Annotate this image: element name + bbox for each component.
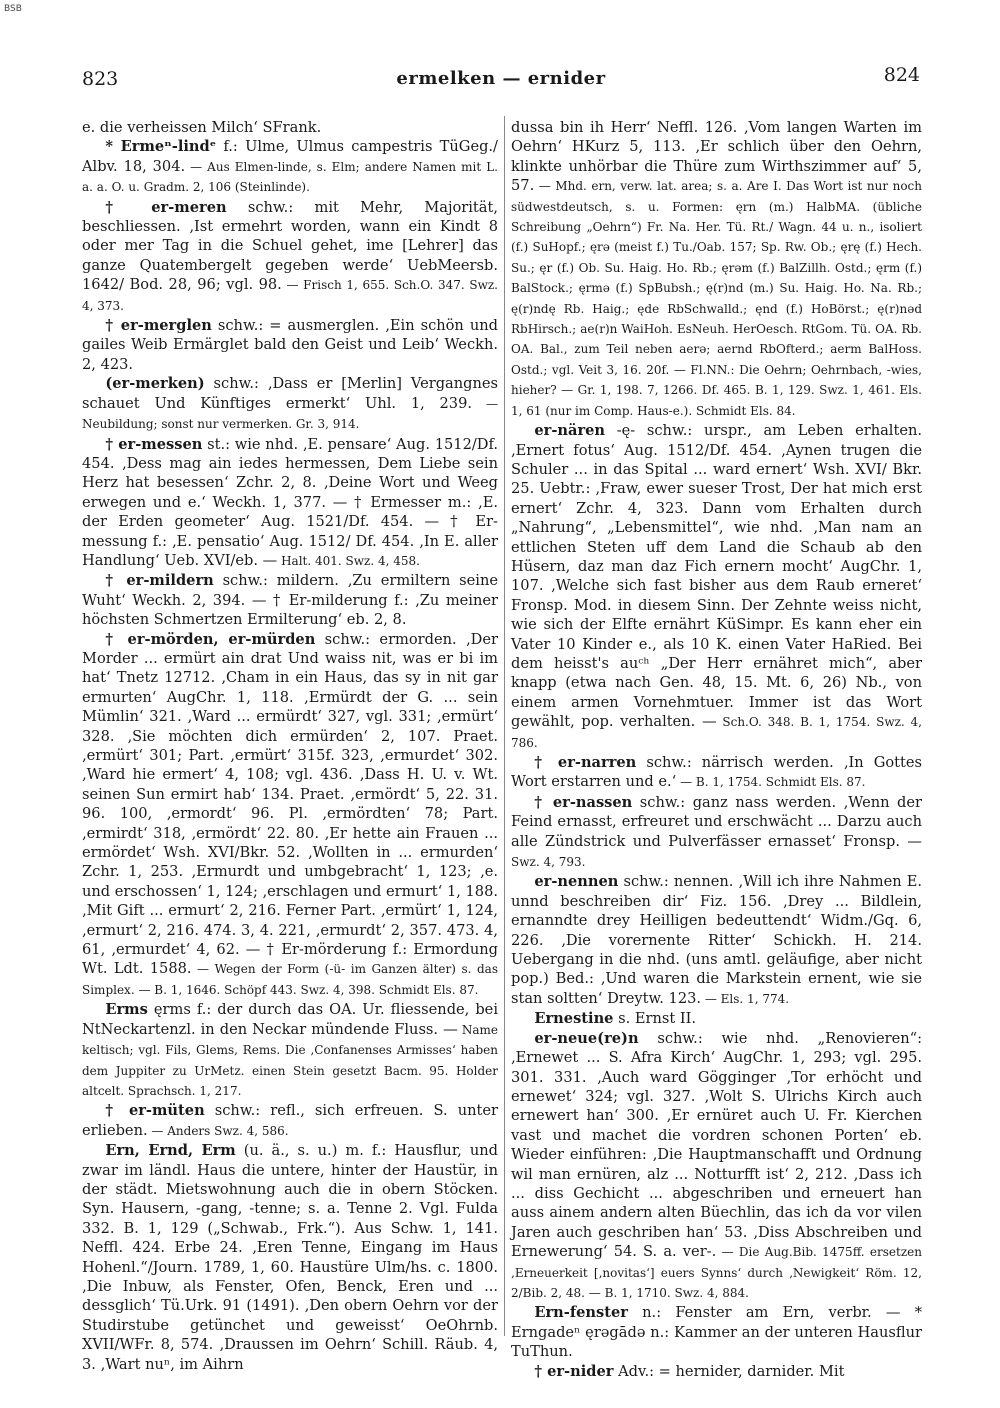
dictionary-entry — [511, 793, 922, 873]
entry-references: Name keltisch; vgl. Fils, Glems, Rems. Die ‚Confanenses Armisses‘ haben dem Juppiter zu UrMetz. einen Stein gesetzt Bacm. 95. Holder altcelt. Sprachsch. 1, 217. — [82, 1022, 498, 1098]
entry-text: n.: Fenster am Ern, verbr. — * Erngadeⁿ ęrəgādə n.: Kammer an der unteren Hausflur TuThun. — [511, 1304, 922, 1361]
dictionary-entry — [511, 118, 922, 421]
entry-text: ęrms f.: der durch das OA. Ur. fliessende, bei NtNeckartenzl. in den Neckar mündende Fluss. — — [82, 1001, 498, 1038]
entry-references: Swz. 4, 793. — [511, 855, 586, 870]
entry-text: s. Ernst II. — [613, 1010, 697, 1028]
page-header — [82, 64, 920, 94]
entry-references: — B. 1, 1754. Schmidt Els. 87. — [676, 775, 866, 790]
dictionary-entry — [511, 753, 922, 793]
dictionary-entry — [82, 137, 498, 197]
entry-text: schw.: närrisch werden. ‚In Gottes Wort erstarren und e.‘ — [511, 754, 922, 791]
entry-references: — Wegen der Form (-ü- im Ganzen älter) s. das Simplex. — B. 1, 1646. Schöpf 443. Swz. 4, 398. Schmidt Els. 87. — [82, 962, 498, 997]
entry-headword: Ern, Ernd, Erm — [105, 1142, 236, 1160]
library-watermark: BSB — [4, 4, 22, 14]
entry-headword: † er-merglen — [105, 317, 212, 335]
dictionary-entry — [82, 630, 498, 1001]
entry-references: — Frisch 1, 655. Sch.O. 347. Swz. 4, 373. — [82, 278, 498, 313]
dictionary-entry — [82, 316, 498, 374]
left-column — [82, 118, 499, 1373]
dictionary-entry — [511, 421, 922, 753]
dictionary-entry — [82, 1141, 498, 1374]
dictionary-entry — [82, 198, 498, 316]
entry-text: schw.: nennen. ‚Will ich ihre Nahmen E. unnd beschreiben dir‘ Fiz. 156. ‚Drey ... Bildlein, ernanndte drey Heilligen bedeuttendt‘ Widm./Gq. 6, 226. ‚Die vorernente Ritter‘ Schickh. H. 214. Uebergang in die nhd. (uns amtl. geläufige, aber nicht pop.) Bed.: ‚Und waren die Markstein ernent, wie sie stan soltten‘ Dreytw. 123. — [511, 873, 922, 1007]
entry-text: schw.: mildern. ‚Zu ermiltern seine Wuht‘ Weckh. 2, 394. — † Er-milderung f.: ‚Zu meiner höchsten Schmertzen Ermilterung‘ eb. 2, 8. — [82, 572, 498, 629]
dictionary-entry — [511, 1362, 922, 1381]
entry-references: — Aus Elmen-linde, s. Elm; andere Namen mit L. a. a. O. u. Gradm. 2, 106 (Steinlinde). — [82, 159, 498, 195]
entry-text: schw.: ganz nass werden. ‚Wenn der Feind ernasst, erfreuret und erschwächt ... Darzu auch alle Zündstrick und Pulverfässer ernasset‘ Fronsp. — — [511, 793, 922, 850]
entry-text: Adv.: = hernider, darnider. Mit — [613, 1362, 845, 1380]
dictionary-entry — [511, 872, 922, 1009]
entry-headword: † er-nider — [534, 1362, 614, 1380]
dictionary-entry — [82, 1000, 498, 1101]
entry-text: dussa bin ih Herr‘ Neffl. 126. ‚Vom langen Warten im Oehrn‘ HKurz 5, 113. ‚Er schlich über den Oehrn, klinkte unhörbar die Thüre zum Wirthszimmer auf‘ 5, 57. — [511, 119, 922, 195]
entry-text: schw.: wie nhd. „Renovieren“: ‚Ernewet ... S. Afra Kirch‘ AugChr. 1, 293; vgl. 295. 301. 331. ‚Auch ward Gögginger ‚Tor erhöcht und ernewet‘ 324; vgl. 327. ‚Wolt S. Ulrichs Kirch auch ernewert han‘ 300. ‚Er ernüret auch U. Fr. Kierchen vast und machet die vordren schonen Porten‘ eb. Wieder einführen: ‚Die Hauptmanschafft und Ordnung wil man ernüren, alz ... Notturfft ist‘ 2, 212. ‚Dass ich ... diss Gechicht ... abgeschriben und erneuert han auss ainem andern alten Büechlin, das ich da vor vilen Jaren auch geschriben han‘ 53. ‚Diss Abschreiben und Ernewerung‘ 54. S. a. ver-. — [511, 1029, 922, 1261]
entry-text: schw.: ermorden. ‚Der Morder ... ermürt ain drat Und waiss nit, was er bi im hat‘ Tnetz 12712. ‚Cham in ein Haus, das sy in nit gar ermurten‘ AugChr. 1, 118. ‚Ermürdt der G. ... sein Mümlin‘ 321. ‚Ward ... ermürdt‘ 327, vgl. 331; ‚ermürt‘ 328. ‚Sie möchten dich ermürden‘ 2, 107. Praet. ‚ermürt‘ 301; Part. ‚ermürt‘ 315f. 323, ‚ermurdet‘ 302. ‚Ward hie ermert‘ 4, 108; vgl. 436. ‚Dass H. U. v. Wt. seinen Sun ermirt hab‘ 134. Praet. ‚ermördt‘ 5, 22. 31. 96. 100, ‚ermordt‘ 96. Pl. ‚ermördten‘ 78; Part. ‚ermirdt‘ 318, ‚ermördt‘ 22. 80. ‚Er hette ain Frauen ... ermördet‘ Wsh. XVI/Bkr. 52. ‚Wollten in ... ermurden‘ Zchr. 1, 253. ‚Ermurdt und umbgebracht‘ 1, 123; ‚e. und erschossen‘ 1, 124; ‚erschlagen und ermurt‘ 1, 188. ‚Mit Gift ... ermurt‘ 2, 216. Ferner Part. ‚ermürt‘ 1, 124, ‚ermurt‘ 2, 216. 474. 3, 4. 221, ‚ermurdt‘ 2, 357. 473. 4, 61, ‚ermurdet‘ 4, 62. — † Er-mörderung f.: Ermordung Wt. Ldt. 1588. — [82, 630, 499, 978]
entry-references: — Die Aug.Bib. 1475ff. ersetzen ‚Erneuerkeit [‚novitas‘] euers Synns‘ durch ‚Newigkeit‘ Röm. 12, 2/Bib. 2, 48. — B. 1, 1710. Swz. 4, 884. — [511, 1245, 923, 1300]
entry-text: -ę- schw.: urspr., am Leben erhalten. ‚Ernert fotus‘ Aug. 1512/Df. 454. ‚Aynen trugen die Schuler ... in das Spital ... ward ernert‘ Wsh. XVI/ Bkr. 25. Uebtr.: ‚Fraw, ewer sueser Trost, Der hat mich erst ernert‘ Zchr. 4, 323. Dann vom Erhalten durch „Nahrung“, „Lebensmittel“, wie nhd. ‚Man nam an ettlichen Steten uff dem Land die Schaub ab den Hüsern, daz man daz Fich ernern mocht‘ AugChr. 1, 107. ‚Welche sich fast bisher aus dem Raub erneret‘ Fronsp. Mod. in diesem Sinn. Der Zehnte weiss nicht, wie sich der Elfte ernährt KüSimpr. Es kann eher ein Vater 10 Kinder e., als 10 K. einen Vater HaRied. Bei dem heisst's auᶜʰ „Der Herr ernähret mich“, aber knapp (etwa nach Gen. 48, 15. Mt. 6, 26) Nb., von einem armen Vornehmtuer. Immer ist das Wort gewählt, pop. verhalten. — — [511, 422, 922, 731]
entry-text: schw.: = ausmerglen. ‚Ein schön und gailes Weib Ermärglet bald den Geist und Leib‘ Weckh. 2, 423. — [82, 317, 498, 373]
dictionary-entry — [82, 374, 498, 434]
entry-text: (u. ä., s. u.) m. f.: Hausflur, und zwar im ländl. Haus die untere, hinter der Haustür, in der städt. Mietswohnung auch die in obern Stöcken. Syn. Hausern, -gang, -tenne; s. a. Tenne 2. Vgl. Fulda 332. B. 1, 129 („Schwab., Frk.“). Aus Schw. 1, 141. Neffl. 424. Erbe 24. ‚Eren Tenne, Eingang im Haus Hohenl.“/Journ. 1789, 1, 60. Haustüre Ulm/hs. c. 1800. ‚Die Inbuw, als Fenster, Ofen, Benck, Eren und ... dessglich‘ Tü.Urk. 91 (1491). ‚Den obern Oehrn vor der Studirstube getünchet und geweisst‘ OeOhrnb. XVII/WFr. 8, 574. ‚Draussen im Oehrn‘ Schill. Räub. 4, 3. ‚Wart nuⁿ, im Aihrn — [82, 1142, 498, 1373]
entry-headword: * Ermeⁿ-lindᵉ — [105, 138, 217, 156]
entry-headword: † er-meren — [105, 198, 227, 216]
entry-headword: er-neue(re)n — [534, 1029, 639, 1047]
entry-headword: † er-müten — [105, 1102, 205, 1120]
entry-references: Halt. 401. Swz. 4, 458. — [277, 553, 420, 568]
entry-text: f.: Ulme, Ulmus campestris TüGeg./ Albv. 18, 304. — [82, 138, 498, 175]
dictionary-entry — [82, 435, 498, 572]
dictionary-entry — [511, 1009, 922, 1028]
entry-text: st.: wie nhd. ‚E. pensare‘ Aug. 1512/Df. 454. ‚Dess mag ain iedes hermessen, Dem Liebe sein Herz hat besessen‘ Zchr. 2, 8. ‚Deine Wort und Weeg erwegen und e.‘ Weckh. 1, 377. — † Ermesser m.: ‚E. der Erden geometer‘ Aug. 1521/Df. 454. — † Er-messung f.: ‚E. pensatio‘ Aug. 1512/ Df. 454. ‚In E. aller Handlung‘ Ueb. XVI/eb. — — [82, 435, 498, 569]
column-divider — [504, 116, 505, 1336]
entry-references: — Mhd. ern, verw. lat. area; s. a. Are I. Das Wort ist nur noch südwestdeutsch, s. u. Formen: ęrn (m.) HalbMA. (übliche Schreibung „Oehrn“) Fr. Na. Her. Tü. Rt./ Wagn. 44 u. n., isoliert (f.) SuHopf.; ęrə (meist f.) Tu./Oab. 157; Sp. Rw. Ob.; ęrę (f.) Hech. Su.; ęr (f.) Ob. Su. Haig. Ho. Rb.; ęrəm (f.) BalZillh. Ostd.; ęrm (f.) BalStock.; ęrmə (f.) SpBubsh.; ę(r)nd (m.) Su. Haig. Ho. Na. Rb.; ę(r)ndę Rb. Haig.; ęde RbSchwalld.; ęnd (f.) HoBörst.; ę(r)nəd RbHirsch.; ae(r)n WaiHoh. EsNeuh. HerOesch. RtGom. Tü. OA. Rb. OA. Bal., zum Teil neben aerə; aernd RbOfterd.; aerm BalHoss. Ostd.; vgl. Veit 3, 16. 20f. — Fl.NN.: Die Oehrn; Oehrnbach, -wies, hieher? — Gr. 1, 198. 7, 1266. Df. 465. B. 1, 129. Swz. 1, 461. Els. 1, 61 (nur im Comp. Haus-e.). Schmidt Els. 84. — [511, 179, 922, 418]
dictionary-entry — [511, 1303, 922, 1361]
dictionary-entry — [82, 571, 498, 629]
entry-text: e. die verheissen Milch‘ SFrank. — [82, 119, 322, 136]
entry-headword: † er-mildern — [105, 572, 214, 590]
page-number-left: 823 — [82, 68, 119, 90]
page-number-right: 824 — [883, 64, 920, 86]
entry-headword: er-nären — [534, 422, 606, 440]
right-column — [511, 118, 923, 1380]
entry-headword: er-nennen — [534, 873, 619, 891]
entry-headword: † er-mörden, er-mürden — [105, 630, 316, 648]
entry-references: Sch.O. 348. B. 1, 1754. Swz. 4, 786. — [511, 715, 922, 750]
entry-text: schw.: mit Mehr, Majorität, beschliessen. ‚Ist ermehrt worden, wann ein Kindt 8 oder mer Tag in die Schuel gehet, ime [Lehrer] das ganze Quatembergelt gegeben werde‘ UebMeersb. 1642/ Bod. 28, 96; vgl. 98. — [82, 198, 498, 294]
entry-headword: (er-merken) — [105, 375, 205, 393]
entry-text: schw.: ‚Dass er [Merlin] Vergangnes schauet Und Künftiges ermerkt‘ Uhl. 1, 239. — [82, 375, 498, 412]
entry-references: — Els. 1, 774. — [701, 991, 790, 1006]
entry-references: — Neubildung; sonst nur vermerken. Gr. 3, 914. — [82, 396, 498, 432]
dictionary-entry — [82, 118, 498, 137]
entry-headword: Erms — [105, 1001, 148, 1019]
entry-headword: Ernestine — [534, 1010, 614, 1028]
entry-headword: Ern-fenster — [534, 1304, 628, 1322]
entry-headword: † er-narren — [534, 754, 637, 771]
dictionary-entry — [511, 1029, 922, 1304]
dictionary-entry — [82, 1101, 498, 1141]
entry-text: schw.: refl., sich erfreuen. S. unter erlieben. — [82, 1102, 499, 1139]
entry-headword: † er-messen — [105, 435, 203, 453]
running-title: ermelken — ernider — [396, 68, 606, 89]
entry-references: — Anders Swz. 4, 586. — [147, 1123, 289, 1138]
entry-headword: † er-nassen — [534, 793, 633, 811]
